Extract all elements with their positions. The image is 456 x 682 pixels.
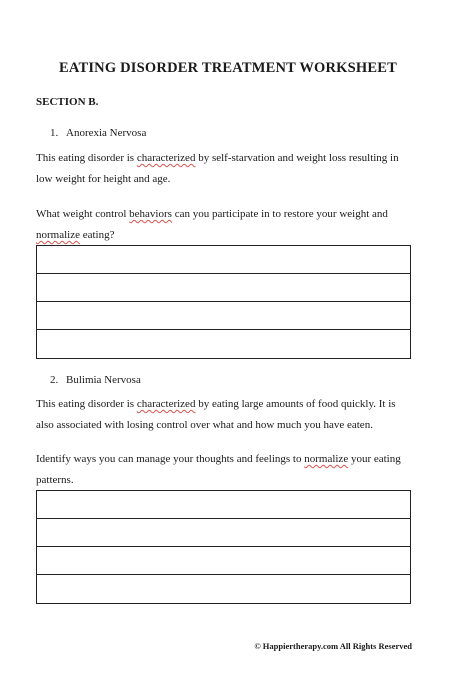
item-heading-anorexia [50,127,146,139]
item-number: 1. [50,127,59,139]
bulimia-description: This eating disorder is characterized by eating large amounts of food quickly. It is also associated with losing control over what and how much you have eaten. [36,398,396,431]
section-label: SECTION B. [36,96,99,108]
bulimia-answer-box [36,490,411,604]
answer-line[interactable] [37,246,410,274]
item-number: 2. [50,374,59,386]
spellcheck-word: normalize [36,229,80,241]
answer-line[interactable] [37,491,410,519]
spellcheck-word: behaviors [129,208,172,220]
item-heading-bulimia [50,374,141,386]
spellcheck-word: characterized [136,398,196,410]
bulimia-question: Identify ways you can manage your thoughts and feelings to normalize your eating patterns. [36,453,401,486]
item-title: Anorexia Nervosa [66,127,147,139]
answer-line[interactable] [37,547,410,575]
spellcheck-word: characterized [136,152,196,164]
answer-line[interactable] [37,330,410,358]
answer-line[interactable] [37,575,410,603]
worksheet-title: EATING DISORDER TREATMENT WORKSHEET [58,60,398,76]
copyright-footer: © Happiertherapy.com All Rights Reserved [254,641,412,651]
anorexia-description: This eating disorder is characterized by self-starvation and weight loss resulting in low weight for height and age. [36,152,399,185]
answer-line[interactable] [37,274,410,302]
answer-line[interactable] [37,519,410,547]
anorexia-question: What weight control behaviors can you participate in to restore your weight and normalize eating? [36,208,388,241]
anorexia-answer-box [36,245,411,359]
answer-line[interactable] [37,302,410,330]
item-title: Bulimia Nervosa [66,374,141,386]
spellcheck-word: normalize [304,453,349,465]
